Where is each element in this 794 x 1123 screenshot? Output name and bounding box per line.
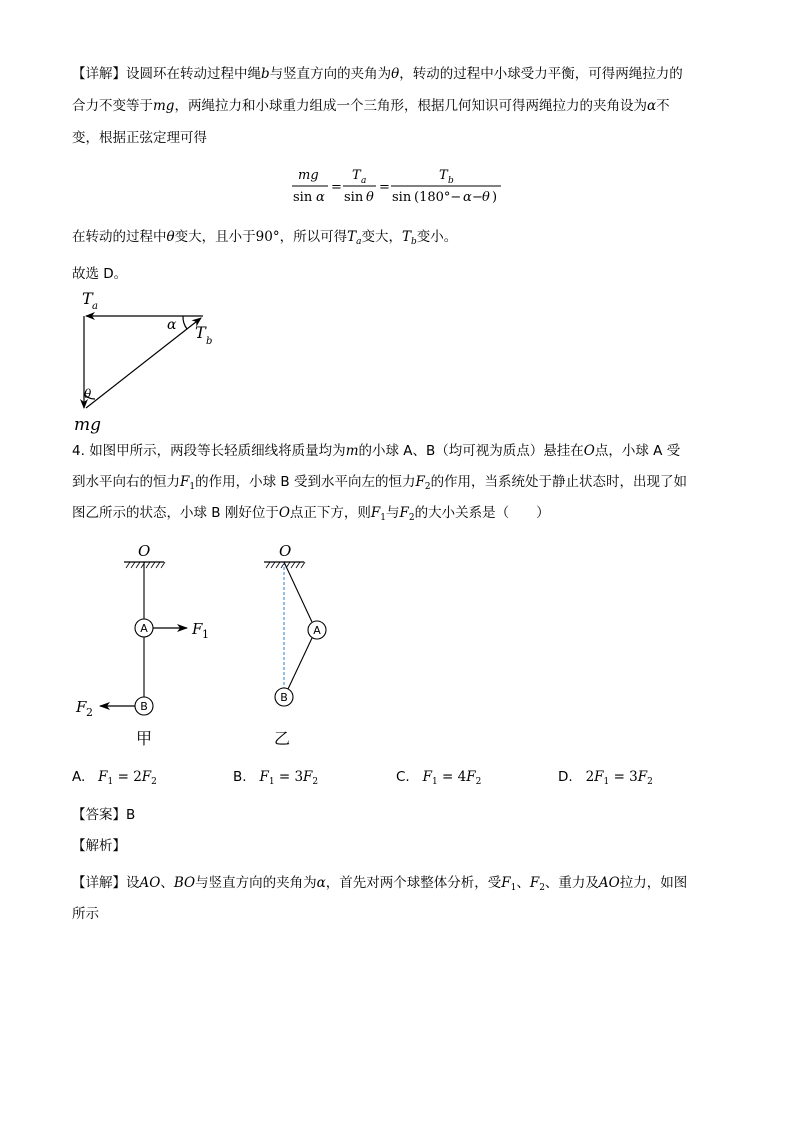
f1-label: F [192,620,203,638]
q4-detail-line-1: 【详解】设AO、BO与竖直方向的夹角为α，首先对两个球整体分析，受$F_1$、$F_2$、重力及AO拉力，如图 [72,875,688,893]
mg-label: mg [74,415,102,435]
q4-detail-line-2: 所示 [72,906,99,922]
eq-num-2-sub: a [361,176,367,186]
eq-den-3-sin: sin [392,190,412,205]
tb-label-T: T [195,323,206,342]
answer-label: 【答案】 [72,807,126,823]
eq-num-1: mg [298,168,319,183]
ball-a-tilted-label: A [313,624,321,637]
detail-line-3: 变，根据正弦定理可得 [72,130,207,146]
detail-line-4: 在转动的过程中θ变大，且小于90°，所以可得$T_a$变大，$T_b$变小。 [72,229,458,247]
alpha-label: α [167,317,177,333]
ball-b-label: B [140,700,148,713]
eq-den-2-sin: sin [344,190,364,205]
tb-label-sub: b [206,336,213,347]
caption-jia: 甲 [135,729,153,748]
answer-value: B [126,807,136,823]
theta-label: θ [84,387,92,401]
option-a[interactable]: A. $F_1 = 2F_2$ [72,769,157,787]
ball-a-label: A [140,622,148,635]
analysis-label: 【解析】 [72,838,126,854]
eq-num-3-sub: b [448,176,454,186]
eq-den-1-sin: sin [293,190,313,205]
detail-line-1: 【详解】设圆环在转动过程中绳b与竖直方向的夹角为θ，转动的过程中小球受力平衡，可得两绳拉力的 [72,66,683,82]
option-b[interactable]: B. $F_1 = 3F_2$ [233,769,319,787]
f2-label: F [76,698,87,716]
answer-line [72,805,135,825]
figure-jia [100,562,187,715]
eq-den-3-minus: − [472,190,483,205]
ta-label-sub: a [92,301,98,312]
detail-label: 【详解】 [72,66,126,82]
eq-num-3-T: T [439,168,448,183]
option-c[interactable]: C. $F_1 = 4F_2$ [396,769,482,787]
eq-den-1-alpha: α [316,190,325,205]
question-number: 4. [72,443,85,459]
q4-line-3: 图乙所示的状态，小球 B 刚好位于O点正下方，则$F_1$与$F_2$的大小关系是（ ） [72,505,550,523]
eq-equals-2: = [379,180,390,195]
detail-label-2: 【详解】 [72,875,126,891]
caption-yi: 乙 [273,729,291,748]
q4-line-1: 4. 如图甲所示，两段等长轻质细线将质量均为m的小球 A、B（均可视为质点）悬挂在O点，小球 A 受 [72,443,681,459]
o-label-yi: O [279,542,292,560]
eq-den-3-close: ) [492,190,498,205]
detail-line-2: 合力不变等于mg，两绳拉力和小球重力组成一个三角形，根据几何知识可得两绳拉力的夹角设为α不 [72,98,670,114]
eq-num-2-T: T [352,168,361,183]
choose-d: 故选 D。 [72,266,128,282]
ta-label-T: T [82,289,93,308]
eq-den-2-theta: θ [366,190,374,205]
ball-b-tilted-label: B [280,691,288,704]
option-d[interactable]: D. $2F_1 = 3F_2$ [558,769,653,787]
eq-den-3-theta: θ [482,190,490,205]
q4-line-2: 到水平向右的恒力$F_1$的作用，小球 B 受到水平向左的恒力$F_2$的作用，当系统处于静止状态时，出现了如 [72,474,688,492]
eq-den-3-arg: (180°− [414,190,462,205]
eq-den-3-alpha: α [463,190,472,205]
eq-equals-1: = [331,180,342,195]
o-label-jia: O [138,542,151,560]
f1-sub: 1 [202,628,209,641]
f2-sub: 2 [86,706,93,719]
